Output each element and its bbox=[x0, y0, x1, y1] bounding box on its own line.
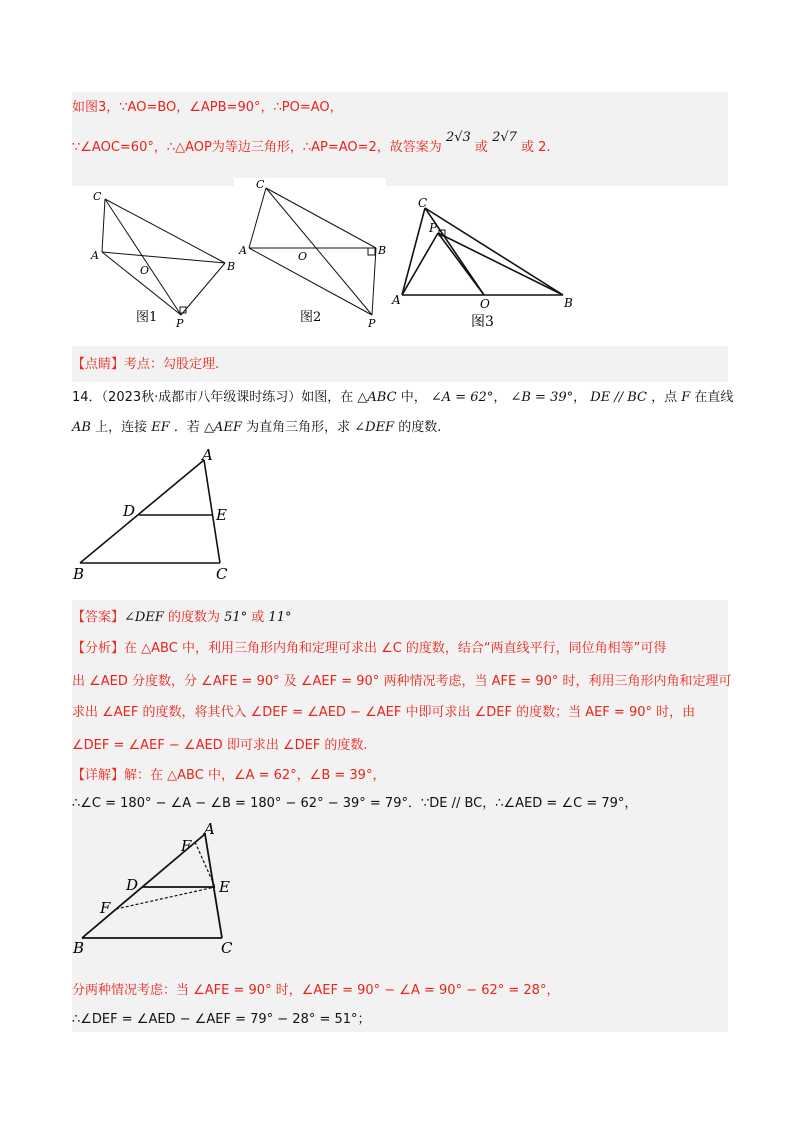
or-text-2: 或 2. bbox=[521, 140, 551, 155]
solution-line-1: 如图3，∵AO=BO，∠APB=90°，∴PO=AO， bbox=[72, 100, 343, 115]
point-f: F bbox=[681, 390, 691, 405]
problem-14-line-2 bbox=[72, 419, 441, 437]
detail-label-E: E bbox=[219, 878, 230, 896]
fig14-label-B: B bbox=[73, 565, 85, 583]
detail-line-2: ∴∠C = 180° − ∠A − ∠B = 180° − 62° − 39° = 79°．∵DE // BC，∴∠AED = ∠C = 79°， bbox=[72, 796, 638, 811]
fig2-label-B: B bbox=[378, 244, 387, 257]
fig1-label-P: P bbox=[176, 317, 184, 328]
fig1-label-B: B bbox=[227, 260, 236, 273]
fig3-label-B: B bbox=[564, 296, 573, 310]
analysis-line-2: 出 ∠AED 分度数，分 ∠AFE = 90° 及 ∠AEF = 90° 两种情况考虑，当 AFE = 90° 时，利用三角形内角和定理可 bbox=[72, 674, 732, 689]
detail-label-C: C bbox=[221, 939, 233, 957]
answer-text-c: 或 bbox=[247, 610, 269, 625]
fig3-label-C: C bbox=[418, 196, 428, 210]
angle-def: ∠DEF bbox=[354, 420, 395, 435]
answer-value-11: 11° bbox=[268, 610, 292, 625]
answer-tag: 【答案】 bbox=[72, 610, 125, 625]
line-ab: AB bbox=[72, 420, 91, 435]
top-figures bbox=[0, 178, 800, 328]
answer-angle-def: ∠DEF bbox=[124, 610, 164, 625]
detail-label-B: B bbox=[73, 939, 85, 957]
solution-line-2-text: ∵∠AOC=60°，∴△AOP为等边三角形，∴AP=AO=2，故答案为 bbox=[72, 140, 442, 155]
problem-14-line-1: 14．（2023秋·成都市八年级课时练习）如图，在 △ABC 中， ∠A = 62°， ∠B = 39°， DE // BC ，点 F 在直线 bbox=[72, 390, 734, 405]
problem-14-text-h: 的度数. bbox=[398, 420, 442, 435]
analysis-line-3: 求出 ∠AEF 的度数，将其代入 ∠DEF = ∠AED − ∠AEF 中即可求出 ∠DEF 的度数；当 AEF = 90° 时，由 bbox=[72, 705, 696, 720]
fig3-label-A: A bbox=[392, 293, 401, 307]
problem-14-text-b: 中， bbox=[400, 390, 427, 405]
answer-line bbox=[72, 609, 291, 627]
fig2-caption: 图2 bbox=[300, 310, 322, 325]
problem-14-figure bbox=[0, 445, 800, 585]
triangle-abc: △ABC bbox=[357, 390, 397, 405]
cases-line-1: 分两种情况考虑：当 ∠AFE = 90° 时，∠AEF = 90° − ∠A = 90° − 62° = 28°， bbox=[72, 983, 560, 998]
angle-b-value: ∠B = 39° bbox=[510, 390, 574, 405]
fig1-label-O: O bbox=[140, 264, 150, 277]
answer-value-51: 51° bbox=[224, 610, 248, 625]
detail-line-1 bbox=[72, 767, 385, 785]
analysis-line-4: ∠DEF = ∠AEF − ∠AED 即可求出 ∠DEF 的度数. bbox=[72, 738, 368, 753]
problem-14-text-g: 为直角三角形，求 bbox=[246, 420, 351, 435]
key-point-comment: 【点睛】考点：勾股定理. bbox=[72, 357, 220, 372]
problem-14-text-d: 在直线 bbox=[694, 390, 734, 405]
fig14-label-C: C bbox=[216, 565, 228, 583]
problem-14-text-f: ．若 bbox=[173, 420, 200, 435]
detail-label-D: D bbox=[126, 876, 139, 894]
fig14-label-A: A bbox=[202, 446, 213, 464]
detail-text-1: 解：在 △ABC 中，∠A = 62°，∠B = 39°， bbox=[124, 768, 386, 783]
fig1-label-C: C bbox=[93, 190, 102, 203]
fig3-label-P: P bbox=[429, 221, 438, 235]
fig2-label-P: P bbox=[368, 317, 376, 328]
fig1-caption: 图1 bbox=[136, 310, 158, 325]
answer-background bbox=[72, 600, 728, 1032]
fig2-label-A: A bbox=[239, 244, 247, 257]
fig14-line-AB bbox=[80, 460, 204, 563]
fig14-label-D: D bbox=[123, 502, 136, 520]
fig3-caption: 图3 bbox=[471, 314, 494, 328]
fig3-label-O: O bbox=[480, 297, 490, 311]
analysis-text-1: 在 △ABC 中，利用三角形内角和定理可求出 ∠C 的度数，结合“两直线平行，同位角相等”可得 bbox=[124, 641, 667, 656]
fig1-label-A: A bbox=[91, 249, 99, 262]
analysis-line-1 bbox=[72, 640, 666, 658]
angle-a-value: ∠A = 62° bbox=[430, 390, 494, 405]
problem-14-text-e: 上，连接 bbox=[95, 420, 148, 435]
analysis-tag: 【分析】 bbox=[72, 641, 125, 656]
triangle-aef: △AEF bbox=[204, 420, 242, 435]
problem-14-intro: 14．（2023秋·成都市八年级课时练习）如图，在 bbox=[72, 390, 354, 405]
answer-value-2: 2√7 bbox=[492, 130, 517, 145]
detail-label-F1: F bbox=[181, 837, 192, 855]
detail-label-F2: F bbox=[100, 899, 111, 917]
fig14-label-E: E bbox=[216, 506, 227, 524]
detail-dashed-F1E bbox=[195, 842, 215, 887]
detail-tag: 【详解】 bbox=[72, 768, 125, 783]
parallel-de-bc: DE // BC bbox=[590, 390, 647, 405]
segment-ef: EF bbox=[151, 420, 170, 435]
fig2-label-C: C bbox=[256, 178, 265, 191]
answer-text-b: 的度数为 bbox=[163, 610, 225, 625]
problem-14-text-c: ，点 bbox=[651, 390, 678, 405]
answer-value-1: 2√3 bbox=[445, 130, 471, 145]
cases-line-2: ∴∠DEF = ∠AED − ∠AEF = 79° − 28° = 51°； bbox=[72, 1012, 371, 1027]
detail-label-A: A bbox=[204, 820, 215, 838]
solution-line-2 bbox=[72, 130, 551, 157]
or-text-1: 或 bbox=[474, 140, 488, 155]
fig2-label-O: O bbox=[298, 250, 308, 263]
detail-figure bbox=[0, 820, 800, 965]
